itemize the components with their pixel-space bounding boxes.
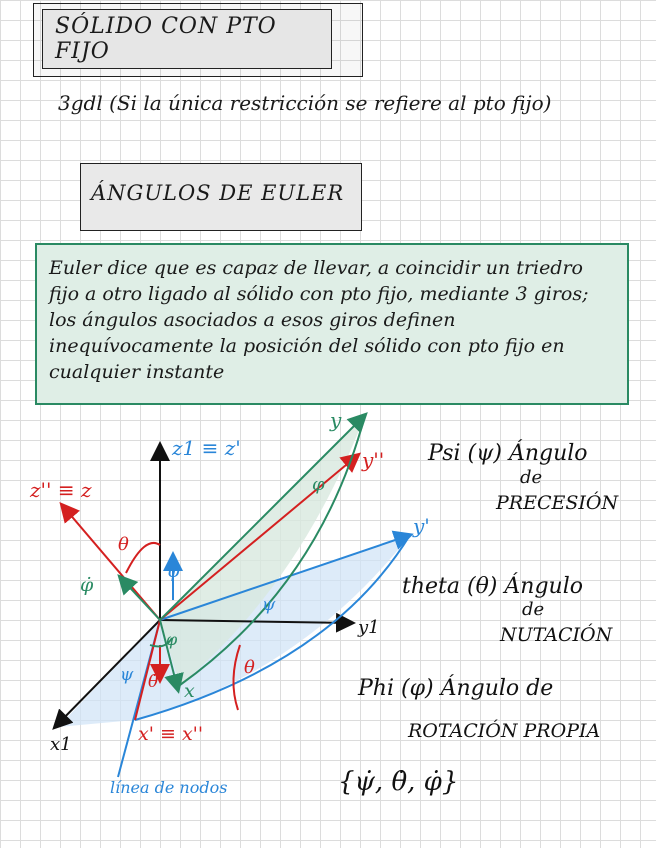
theta-legend-line2: de xyxy=(522,599,545,620)
theta-legend-line1: theta (θ) Ángulo xyxy=(402,574,583,599)
theta-label-bottom: θ xyxy=(244,657,255,678)
z1-label: z1 ≡ z' xyxy=(172,436,241,460)
phi-legend-line2: ROTACIÓN PROPIA xyxy=(408,720,601,742)
euler-angles-diagram xyxy=(0,405,656,848)
subtitle: ÁNGULOS DE EULER xyxy=(91,181,345,205)
dof-note: 3gdl (Si la única restricción se refiere al pto fijo) xyxy=(58,91,552,115)
angle-set: {ψ̇, θ̇, φ̇} xyxy=(338,767,459,797)
psi-label-left: ψ xyxy=(120,665,134,685)
y1p-label: y' xyxy=(413,514,430,538)
euler-statement: Euler dice que es capaz de llevar, a coincidir un triedro fijo a otro ligado al sólido con pto fijo, mediante 3 giros; los ángulos asociados a esos giros definen inequívocamente la posición del sólido con pto fijo en cualquier instante xyxy=(49,257,589,383)
y-label: y xyxy=(330,408,342,432)
phi-label-top: φ xyxy=(312,474,325,495)
psi-legend-line1: Psi (ψ) Ángulo xyxy=(428,441,588,466)
phi-label-center: φ xyxy=(166,630,178,649)
theta-label-top: θ xyxy=(118,534,129,555)
theta-dot-label: θ̇ xyxy=(148,672,159,692)
psi-legend-line2: de xyxy=(520,467,543,488)
theta-arc-top xyxy=(126,543,160,573)
psi-label-right: ψ xyxy=(262,595,276,615)
phi-dot-arrow xyxy=(120,577,160,620)
x-label: x xyxy=(184,680,195,702)
psi-dot-label: ψ̇ xyxy=(166,560,181,582)
nodes-label: línea de nodos xyxy=(110,778,228,797)
phi-dot-label: φ̇ xyxy=(80,574,94,596)
psi-legend-line3: PRECESIÓN xyxy=(496,492,619,514)
x1-label: x1 xyxy=(50,734,72,755)
subtitle-box xyxy=(80,163,362,231)
y1-label: y1 xyxy=(358,617,380,638)
page-title: SÓLIDO CON PTO FIJO xyxy=(42,9,332,69)
z2-label: z'' ≡ z xyxy=(30,478,92,502)
euler-statement-box xyxy=(35,243,629,405)
theta-legend-line3: NUTACIÓN xyxy=(500,624,613,646)
y2-label: y'' xyxy=(362,448,385,472)
phi-legend-line1: Phi (φ) Ángulo de xyxy=(358,676,554,701)
x1p-x2-label: x' ≡ x'' xyxy=(138,723,204,745)
